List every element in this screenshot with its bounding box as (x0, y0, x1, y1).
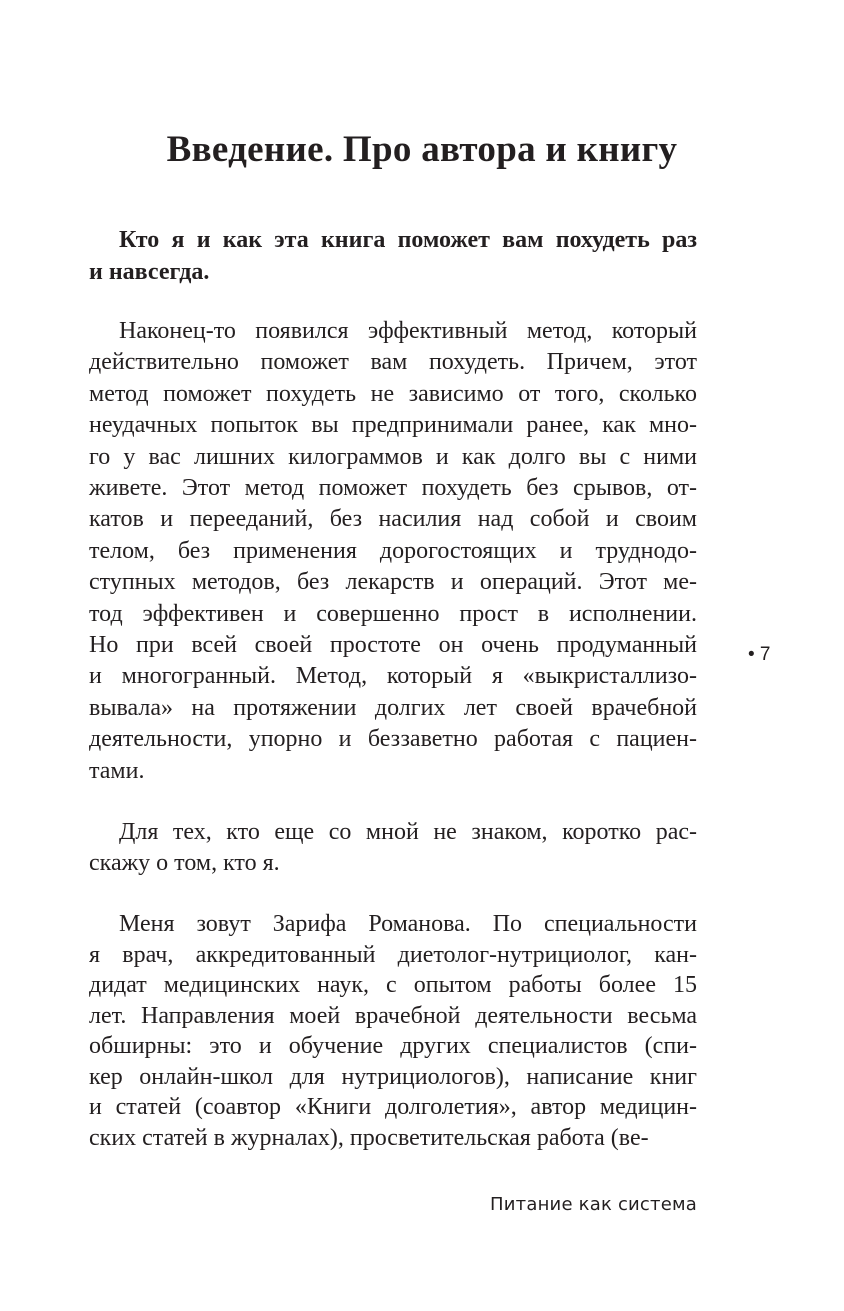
paragraph-line: обширны: это и обучение других специалистов (спи- (89, 1033, 697, 1059)
paragraph-line: скажу о том, кто я. (89, 850, 280, 876)
running-footer: Питание как система (490, 1194, 697, 1215)
paragraph-line: живете. Этот метод поможет похудеть без срывов, от- (89, 475, 697, 501)
paragraph-line: Наконец-то появился эффективный метод, который (119, 318, 697, 344)
paragraph-line: действительно поможет вам похудеть. Причем, этот (89, 349, 697, 376)
paragraph-line: Но при всей своей простоте он очень продуманный (89, 632, 697, 658)
paragraph-line: телом, без применения дорогостоящих и труднодо- (89, 537, 697, 564)
paragraph-line: лет. Направления моей врачебной деятельности весьма (89, 1002, 697, 1029)
paragraph-line: деятельности, упорно и беззаветно работая с пациен- (89, 726, 697, 753)
section-subtitle-line: Кто я и как эта книга поможет вам похудеть раз (119, 227, 697, 253)
paragraph-line: Для тех, кто еще со мной не знаком, коротко рас- (119, 819, 697, 845)
paragraph-line: я врач, аккредитованный диетолог-нутрициолог, кан- (89, 941, 697, 968)
paragraph-line: дидат медицинских наук, с опытом работы более 15 (89, 972, 697, 998)
paragraph-line: ступных методов, без лекарств и операций. Этот ме- (89, 569, 697, 596)
paragraph-line: и многогранный. Метод, который я «выкристаллизо- (89, 663, 697, 690)
paragraph-line: тод эффективен и совершенно прост в исполнении. (89, 600, 697, 627)
paragraph-line: тами. (89, 757, 145, 784)
chapter-title: Введение. Про автора и книгу (166, 129, 678, 170)
paragraph-line: ских статей в журналах), просветительская работа (ве- (89, 1124, 649, 1151)
paragraph-line: вывала» на протяжении долгих лет своей врачебной (89, 694, 697, 721)
paragraph-line: и статей (соавтор «Книги долголетия», автор медицин- (89, 1094, 697, 1120)
paragraph-line: Меня зовут Зарифа Романова. По специальности (119, 911, 697, 937)
paragraph-line: кер онлайн-школ для нутрициологов), написание книг (89, 1063, 697, 1090)
paragraph-line: метод поможет похудеть не зависимо от того, сколько (89, 380, 697, 407)
page-number: • 7 (748, 644, 771, 665)
paragraph-line: го у вас лишних килограммов и как долго вы с ними (89, 443, 697, 470)
paragraph-line: неудачных попыток вы предпринимали ранее, как мно- (89, 412, 697, 439)
paragraph-line: катов и перееданий, без насилия над собой и своим (89, 506, 697, 533)
section-subtitle-line: и навсегда. (89, 259, 210, 285)
